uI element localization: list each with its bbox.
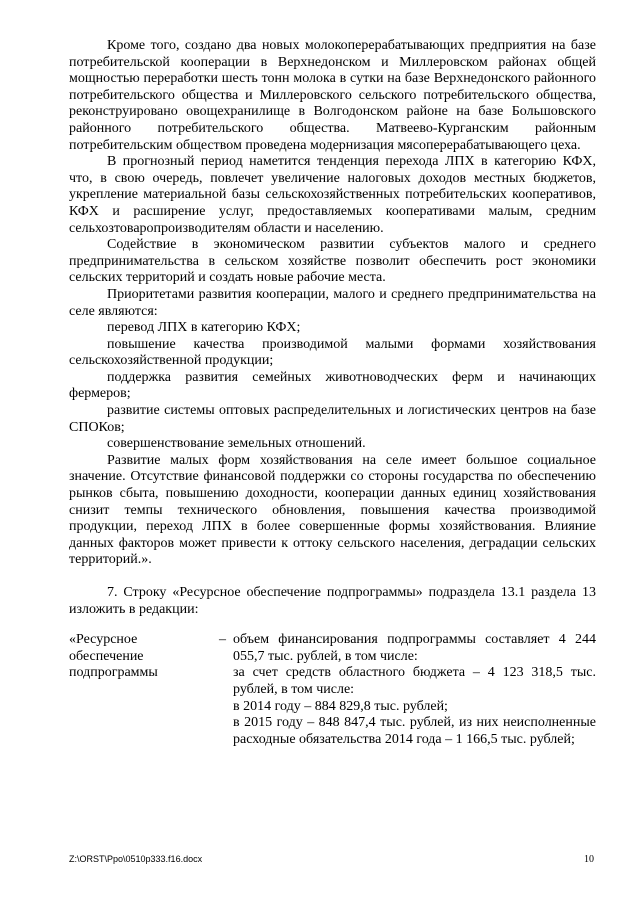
table-dash: – — [219, 632, 226, 648]
paragraph: Приоритетами развития кооперации, малого и среднего предпринимательства на селе являются: — [69, 286, 596, 319]
table-line: объем финансирования подпрограммы составляет 4 244 055,7 тыс. рублей, в том числе: — [233, 632, 596, 664]
paragraph: Развитие малых форм хозяйствования на селе имеет большое социальное значение. Отсутствие финансовой поддержки со стороны государства по обеспечению рынков сбыта, повышению доходности, кооперации данных единиц хозяйствования снизит темпы технического обновления, повышения качества производимой продукции, переход ЛПХ в более совершенные формы хозяйствования. Влияние данных факторов может привести к оттоку сельского населения, деградации сельских территорий.». — [69, 452, 596, 568]
list-item: перевод ЛПХ в категорию КФХ; — [107, 320, 301, 336]
table-line: в 2015 году – 848 847,4 тыс. рублей, из них неисполненные расходные обязательства 2014 года – 1 166,5 тыс. рублей; — [233, 715, 596, 747]
paragraph: Содействие в экономическом развитии субъектов малого и среднего предпринимательства в сельском хозяйстве позволит обеспечить рост экономики сельских территорий и создать новые рабочие места. — [69, 237, 596, 286]
footer-file-path: Z:\ORST\Ppo\0510p333.f16.docx — [69, 854, 203, 864]
list-item: совершенствование земельных отношений. — [107, 436, 366, 452]
list-item: развитие системы оптовых распределительных и логистических центров на базе СПОКов; — [69, 403, 596, 435]
paragraph: Кроме того, создано два новых молокоперерабатывающих предприятия на базе потребительской кооперации в Верхнедонском и Миллеровском районах общей мощностью переработки шесть тонн молока в сутки на базе Верхнедонского районного потребительского общества и Миллеровского сельского потребительского общества, реконструировано овощехранилище в Волгодонском районе на базе Большовского районного потребительского общества. Матвеево-Курганским районным потребительским обществом проведена модернизация мясоперерабатывающего цеха. — [69, 38, 596, 153]
table-line: за счет средств областного бюджета – 4 123 318,5 тыс. рублей, в том числе: — [233, 665, 596, 697]
page-number: 10 — [584, 854, 594, 865]
document-body — [69, 38, 596, 748]
spacer — [69, 569, 596, 585]
resource-table — [69, 632, 596, 748]
list-item: повышение качества производимой малыми формами хозяйствования сельскохозяйственной продукции; — [69, 336, 596, 369]
paragraph: В прогнозный период наметится тенденция перехода ЛПХ в категорию КФХ, что, в свою очередь, повлечет увеличение налоговых доходов местных бюджетов, укрепление материальной базы сельскохозяйственных потребительских кооперативов, КФХ и расширение услуг, предоставляемых кооперативами малым, средним сельхозтоваропроизводителям области и населению. — [69, 154, 596, 236]
table-label: «Ресурсное обеспечение подпрограммы — [69, 632, 158, 681]
amendment-instruction: 7. Строку «Ресурсное обеспечение подпрограммы» подраздела 13.1 раздела 13 изложить в редакции: — [69, 585, 596, 617]
table-value — [233, 632, 596, 748]
list-item: поддержка развития семейных животноводческих ферм и начинающих фермеров; — [69, 369, 596, 402]
table-line: в 2014 году – 884 829,8 тыс. рублей; — [233, 698, 448, 714]
